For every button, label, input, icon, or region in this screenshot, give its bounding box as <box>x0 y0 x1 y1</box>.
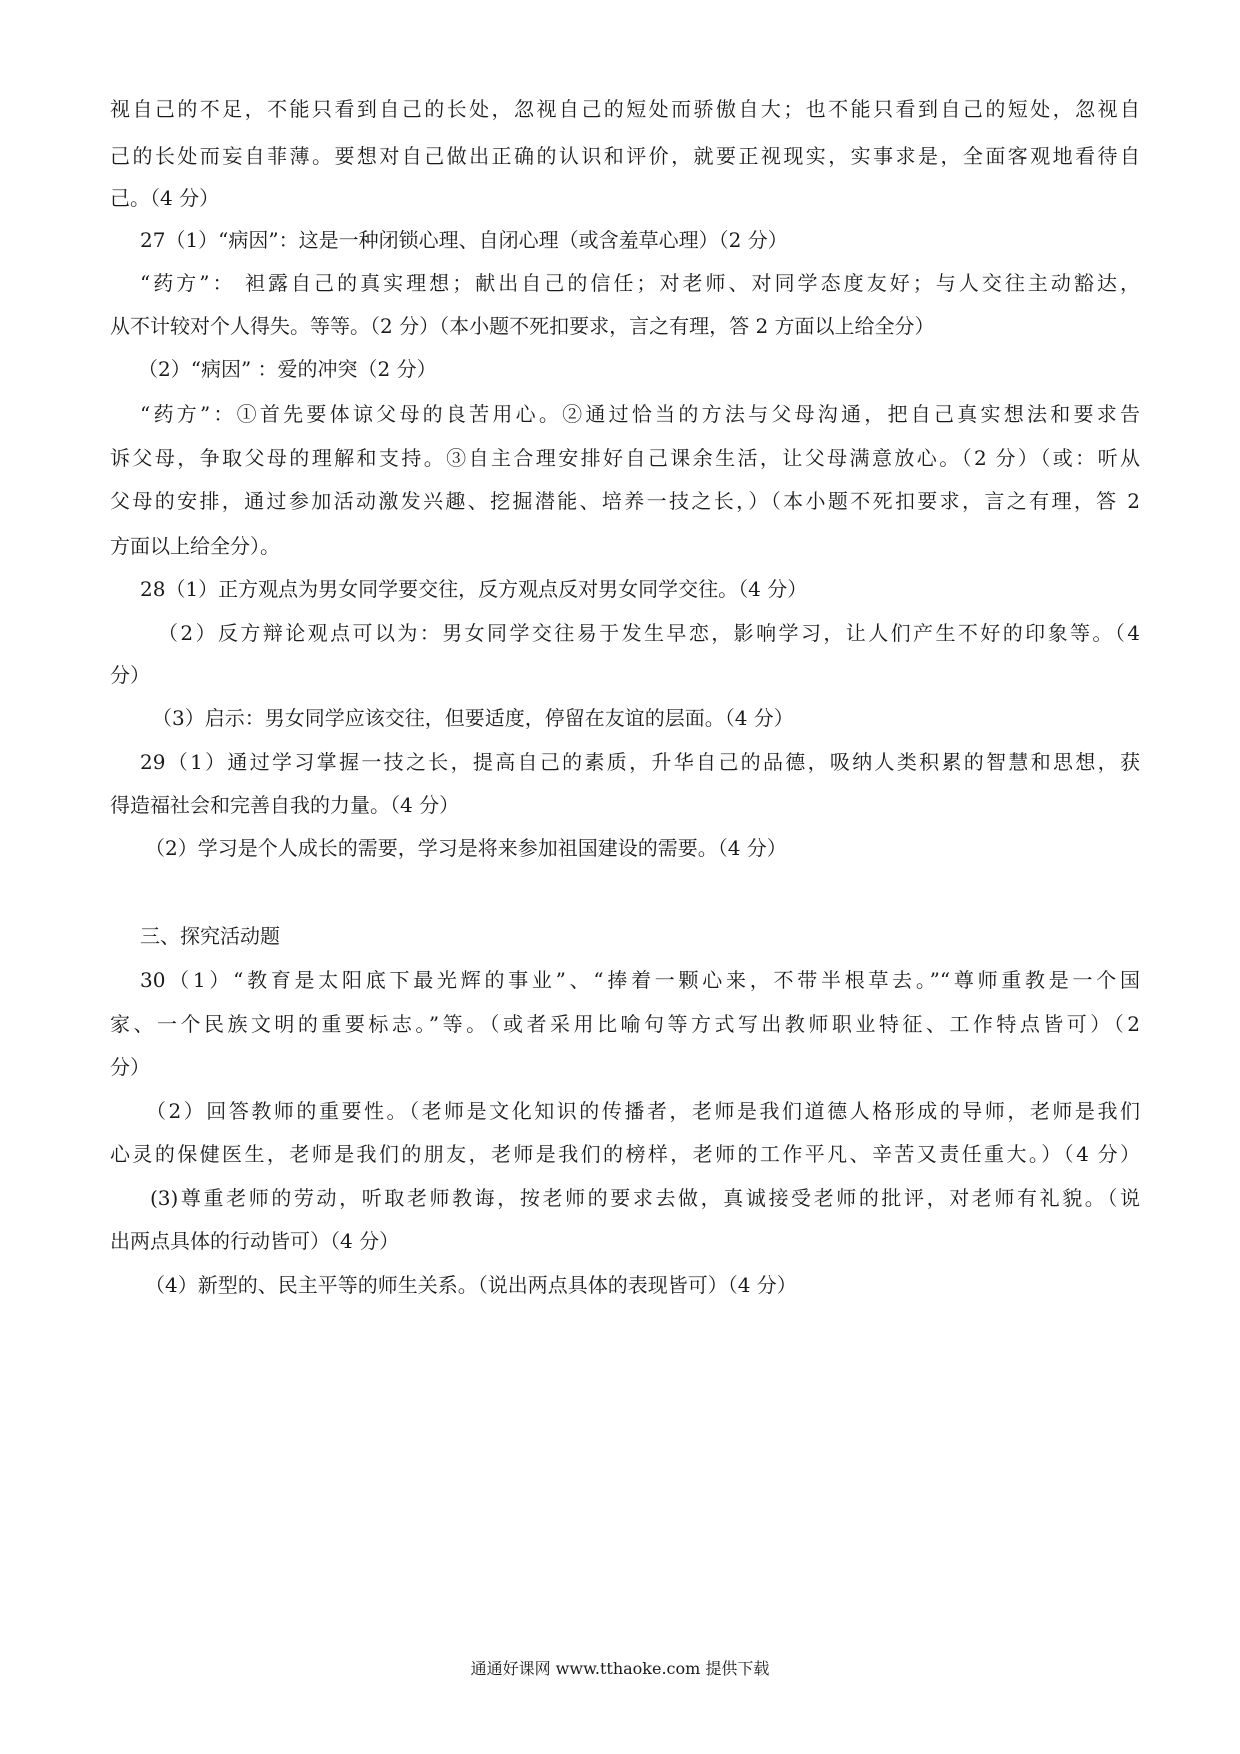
question-28-part-1: 28（1）正方观点为男女同学要交往，反方观点反对男女同学交往。（4 分） <box>140 577 808 601</box>
answer-text-line: 分） <box>110 1055 150 1079</box>
answer-text-line: 父母的安排，通过参加活动激发兴趣、挖掘潜能、培养一技之长，）（本小题不死扣要求，言之有理，答 2 <box>110 489 1140 513</box>
question-29-part-2: （2）学习是个人成长的需要，学习是将来参加祖国建设的需要。（4 分） <box>145 836 787 860</box>
question-30-part-4: （4）新型的、民主平等的师生关系。（说出两点具体的表现皆可）（4 分） <box>145 1273 797 1297</box>
answer-text-line: 诉父母，争取父母的理解和支持。③自主合理安排好自己课余生活，让父母满意放心。（2 分）（或：听从 <box>110 446 1140 470</box>
answer-text-line: “药方”：①首先要体谅父母的良苦用心。②通过恰当的方法与父母沟通，把自己真实想法和要求告 <box>140 402 1140 426</box>
answer-text-line: 己的长处而妄自菲薄。要想对自己做出正确的认识和评价，就要正视现实，实事求是，全面客观地看待自 <box>110 144 1140 168</box>
page-footer: 通通好课网 www.tthaoke.com 提供下载 <box>470 1659 770 1678</box>
question-29-part-1: 29（1）通过学习掌握一技之长，提高自己的素质，升华自己的品德，吸纳人类积累的智慧和思想，获 <box>140 750 1140 774</box>
answer-text-line: 出两点具体的行动皆可）（4 分） <box>110 1229 400 1253</box>
answer-text-line: 从不计较对个人得失。等等。（2 分）（本小题不死扣要求，言之有理，答 2 方面以上给全分） <box>110 314 935 338</box>
answer-text-line: 心灵的保健医生，老师是我们的朋友，老师是我们的榜样，老师的工作平凡、辛苦又责任重大。）（4 分） <box>110 1142 1140 1166</box>
answer-text-line: 视自己的不足，不能只看到自己的长处，忽视自己的短处而骄傲自大；也不能只看到自己的短处，忽视自 <box>110 97 1140 121</box>
question-30-part-2: （2）回答教师的重要性。（老师是文化知识的传播者，老师是我们道德人格形成的导师，老师是我们 <box>146 1099 1140 1123</box>
question-27-part-2: （2）“病因” ：爱的冲突（2 分） <box>138 357 437 381</box>
question-30-part-3: (3)尊重老师的劳动，听取老师教诲，按老师的要求去做，真诚接受老师的批评，对老师有礼貌。（说 <box>150 1186 1140 1210</box>
section-heading: 三、探究活动题 <box>140 924 280 948</box>
answer-text-line: 得造福社会和完善自我的力量。（4 分） <box>110 793 460 817</box>
answer-text-line: 家、一个民族文明的重要标志。”等。（或者采用比喻句等方式写出教师职业特征、工作特点皆可）（2 <box>110 1012 1140 1036</box>
answer-text-line: 己。（4 分） <box>110 186 220 210</box>
answer-text-line: 方面以上给全分）。 <box>110 534 280 558</box>
answer-text-line: 分） <box>110 663 150 687</box>
question-27-part-1: 27（1）“病因”：这是一种闭锁心理、自闭心理（或含羞草心理）（2 分） <box>140 228 788 252</box>
answer-text-line: “药方”： 袒露自己的真实理想；献出自己的信任；对老师、对同学态度友好；与人交往主动豁达， <box>140 271 1140 295</box>
question-30-part-1: 30（1）“教育是太阳底下最光辉的事业”、“捧着一颗心来，不带半根草去。”“尊师重教是一个国 <box>140 968 1140 992</box>
question-28-part-3: （3）启示：男女同学应该交往，但要适度，停留在友谊的层面。（4 分） <box>152 706 794 730</box>
question-28-part-2: （2）反方辩论观点可以为：男女同学交往易于发生早恋，影响学习，让人们产生不好的印象等。（4 <box>158 621 1140 645</box>
